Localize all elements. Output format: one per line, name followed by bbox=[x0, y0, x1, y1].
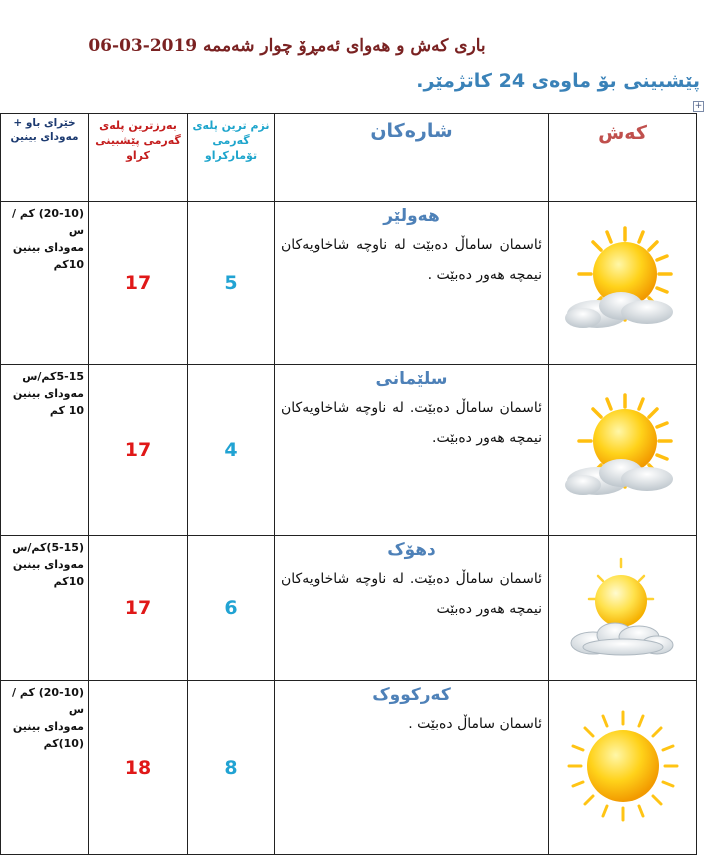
table-row bbox=[1, 365, 697, 536]
visibility-label: مەودای بینین bbox=[12, 241, 84, 254]
wind-cell bbox=[1, 365, 89, 536]
page-title: باری کەش و هەوای ئەمڕۆ چوار شەممە 2019-03-06 bbox=[88, 36, 486, 56]
weather-icon-cell bbox=[549, 202, 697, 365]
city-name: کەرکووک bbox=[372, 685, 451, 705]
city-cell bbox=[275, 681, 549, 855]
visibility-label: مەودای بینین bbox=[12, 720, 84, 733]
min-temp: 6 bbox=[188, 536, 275, 681]
min-temp: 8 bbox=[188, 681, 275, 855]
header-max-temp: بەرزترین پلەی گەرمی پێشبینی کراو bbox=[89, 114, 188, 202]
weather-icon-cell bbox=[549, 365, 697, 536]
forecast-subtitle: پێشبینی بۆ ماوەی 24 کاتژمێر. bbox=[416, 70, 700, 92]
visibility-label: مەودای بینین bbox=[12, 387, 84, 400]
visibility-value: 10کم bbox=[53, 575, 84, 588]
city-name: هەولێر bbox=[383, 206, 440, 226]
min-temp: 4 bbox=[188, 365, 275, 536]
wind-cell bbox=[1, 536, 89, 681]
sun-cloud-icon bbox=[563, 226, 683, 336]
city-description: ئاسمان ساماڵ دەبێت . bbox=[408, 716, 542, 732]
sun-cloud-icon bbox=[563, 551, 683, 661]
expand-icon[interactable]: + bbox=[694, 101, 703, 111]
wind-speed: (20-10) کم /س bbox=[12, 207, 84, 237]
max-temp: 18 bbox=[89, 681, 188, 855]
visibility-value: (10)کم bbox=[43, 737, 84, 750]
visibility-label: مەودای بینین bbox=[12, 558, 84, 571]
header-city: شارەکان bbox=[275, 114, 549, 202]
wind-speed: (20-10) کم /س bbox=[12, 686, 84, 716]
city-name: دهۆک bbox=[387, 540, 436, 560]
wind-cell bbox=[1, 681, 89, 855]
visibility-value: 10کم bbox=[53, 258, 84, 271]
max-temp: 17 bbox=[89, 365, 188, 536]
city-cell bbox=[275, 202, 549, 365]
table-row bbox=[1, 536, 697, 681]
weather-icon-cell bbox=[549, 536, 697, 681]
weather-icon-cell bbox=[549, 681, 697, 855]
table-row bbox=[1, 681, 697, 855]
wind-speed: 5-15کم/س bbox=[22, 370, 84, 383]
visibility-value: 10 کم bbox=[49, 404, 84, 417]
header-weather: کەش bbox=[549, 114, 697, 202]
min-temp: 5 bbox=[188, 202, 275, 365]
city-cell bbox=[275, 536, 549, 681]
header-wind: خێرای باو + مەودای بینین bbox=[1, 114, 89, 202]
max-temp: 17 bbox=[89, 536, 188, 681]
city-name: سلێمانی bbox=[375, 369, 448, 389]
sun-icon bbox=[563, 706, 683, 826]
max-temp: 17 bbox=[89, 202, 188, 365]
sun-cloud-icon bbox=[563, 393, 683, 503]
city-description: ئاسمان ساماڵ دەبێت لە ناوچە شاخاویەکان نیمچە هەور دەبێت . bbox=[281, 237, 542, 283]
wind-speed: (5-15)کم/س bbox=[12, 541, 84, 554]
weather-table bbox=[0, 113, 697, 855]
header-min-temp: نزم ترین پلەی گەرمی تۆمارکراو bbox=[188, 114, 275, 202]
city-description: ئاسمان ساماڵ دەبێت. لە ناوچە شاخاویەکان نیمچە هەور دەبێت. bbox=[281, 400, 542, 446]
table-row bbox=[1, 202, 697, 365]
wind-cell bbox=[1, 202, 89, 365]
table-header-row bbox=[1, 114, 697, 202]
city-description: ئاسمان ساماڵ دەبێت. لە ناوچە شاخاویەکان نیمچە هەور دەبێت bbox=[281, 571, 542, 617]
city-cell bbox=[275, 365, 549, 536]
